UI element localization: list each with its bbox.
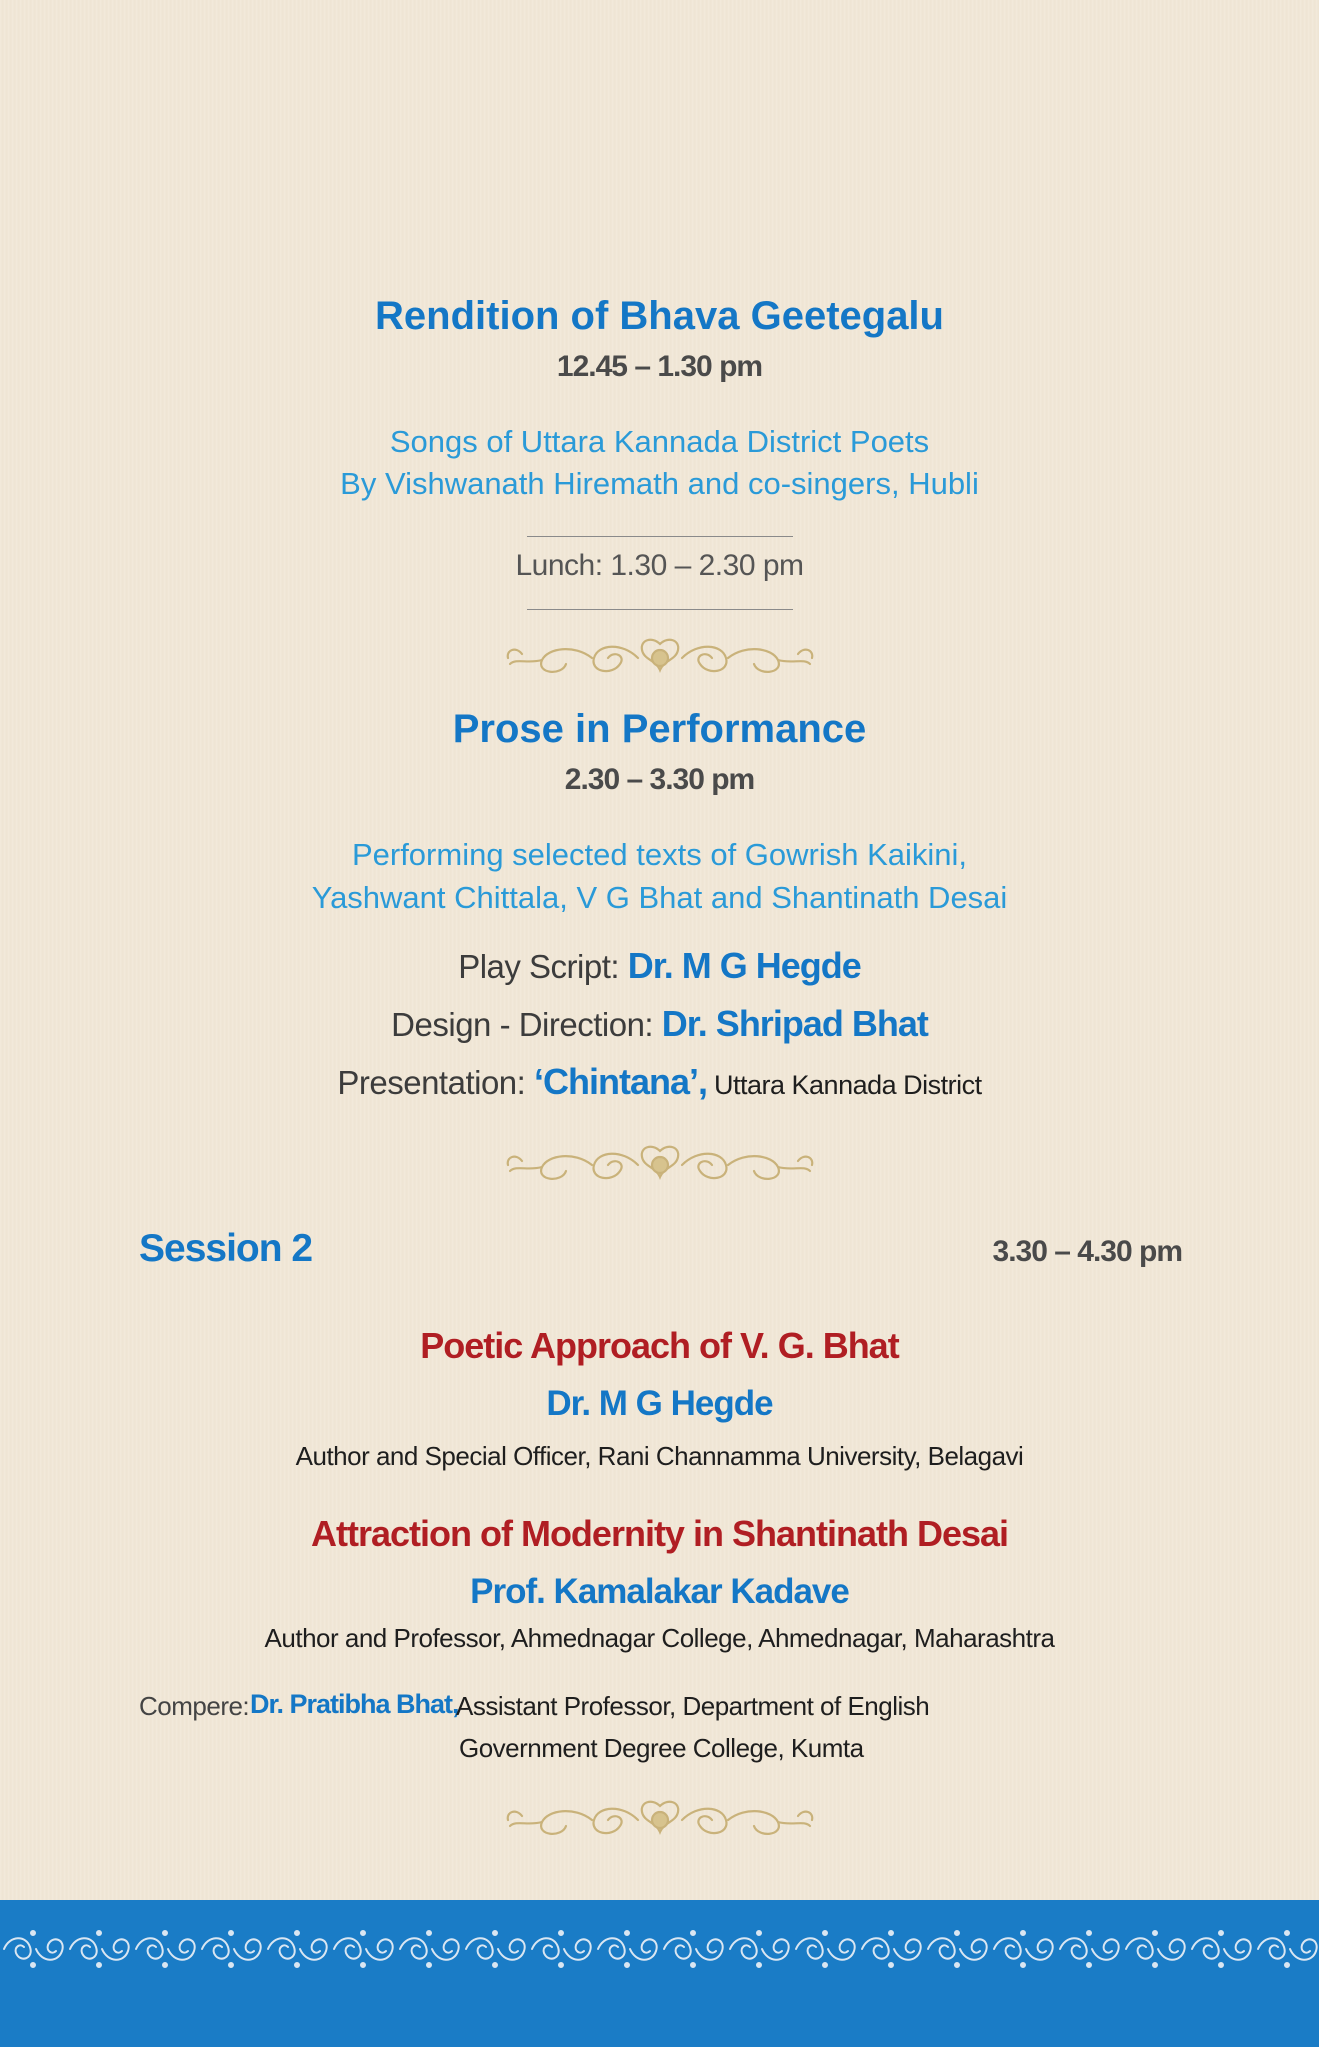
section-time-prose-performance: 2.30 – 3.30 pm (564, 763, 755, 796)
lunch-break: Lunch: 1.30 – 2.30 pm (515, 549, 804, 582)
lunch-divider-bottom (527, 609, 793, 610)
ornament-divider-icon (502, 1141, 818, 1189)
section2-desc-line1: Performing selected texts of Gowrish Kaikini, (351, 837, 968, 872)
talk-title: Attraction of Modernity in Shantinath Desai (310, 1513, 1009, 1554)
compere-affiliation-line1: Assistant Professor, Department of English (456, 1691, 930, 1721)
section-desc-line2: By Vishwanath Hiremath and co-singers, Hubli (340, 466, 979, 501)
credit-label: Design - Direction: (391, 1006, 662, 1043)
talk-title: Poetic Approach of V. G. Bhat (420, 1325, 899, 1366)
section-time-bhava-geetegalu: 12.45 – 1.30 pm (556, 350, 763, 383)
credit-suffix: Uttara Kannada District (707, 1070, 982, 1100)
section-desc-line1: Songs of Uttara Kannada District Poets (389, 424, 930, 459)
credit-design-direction (0, 1003, 1319, 1045)
credit-name: Dr. M G Hegde (627, 945, 861, 986)
section-title-prose-performance: Prose in Performance (452, 707, 867, 751)
footer-band (0, 1900, 1319, 2047)
lunch-divider-top (527, 536, 793, 537)
talk-speaker: Prof. Kamalakar Kadave (470, 1572, 849, 1611)
credit-name: ‘Chintana’, (533, 1061, 707, 1102)
credit-name: Dr. Shripad Bhat (661, 1003, 928, 1044)
talk-affiliation: Author and Professor, Ahmednagar College, Ahmednagar, Maharashtra (264, 1623, 1055, 1653)
talk-affiliation: Author and Special Officer, Rani Channamma University, Belagavi (295, 1441, 1024, 1471)
credit-presentation (0, 1061, 1319, 1103)
session-time: 3.30 – 4.30 pm (992, 1235, 1182, 1268)
credit-label: Play Script: (458, 948, 628, 985)
compere-affiliation-line2: Government Degree College, Kumta (459, 1733, 864, 1763)
credit-play-script (0, 945, 1319, 987)
section2-desc-line2: Yashwant Chittala, V G Bhat and Shantinath Desai (311, 880, 1008, 915)
talk-speaker: Dr. M G Hegde (546, 1384, 773, 1423)
ornament-divider-icon (502, 634, 818, 682)
ornament-divider-icon (502, 1796, 818, 1844)
footer-ornament-pattern-icon (0, 1925, 1319, 1973)
compere-label: Compere: (139, 1691, 250, 1721)
compere-name: Dr. Pratibha Bhat, (250, 1689, 459, 1719)
session-label: Session 2 (139, 1227, 313, 1270)
credit-label: Presentation: (337, 1064, 534, 1101)
section-title-bhava-geetegalu: Rendition of Bhava Geetegalu (375, 294, 944, 338)
